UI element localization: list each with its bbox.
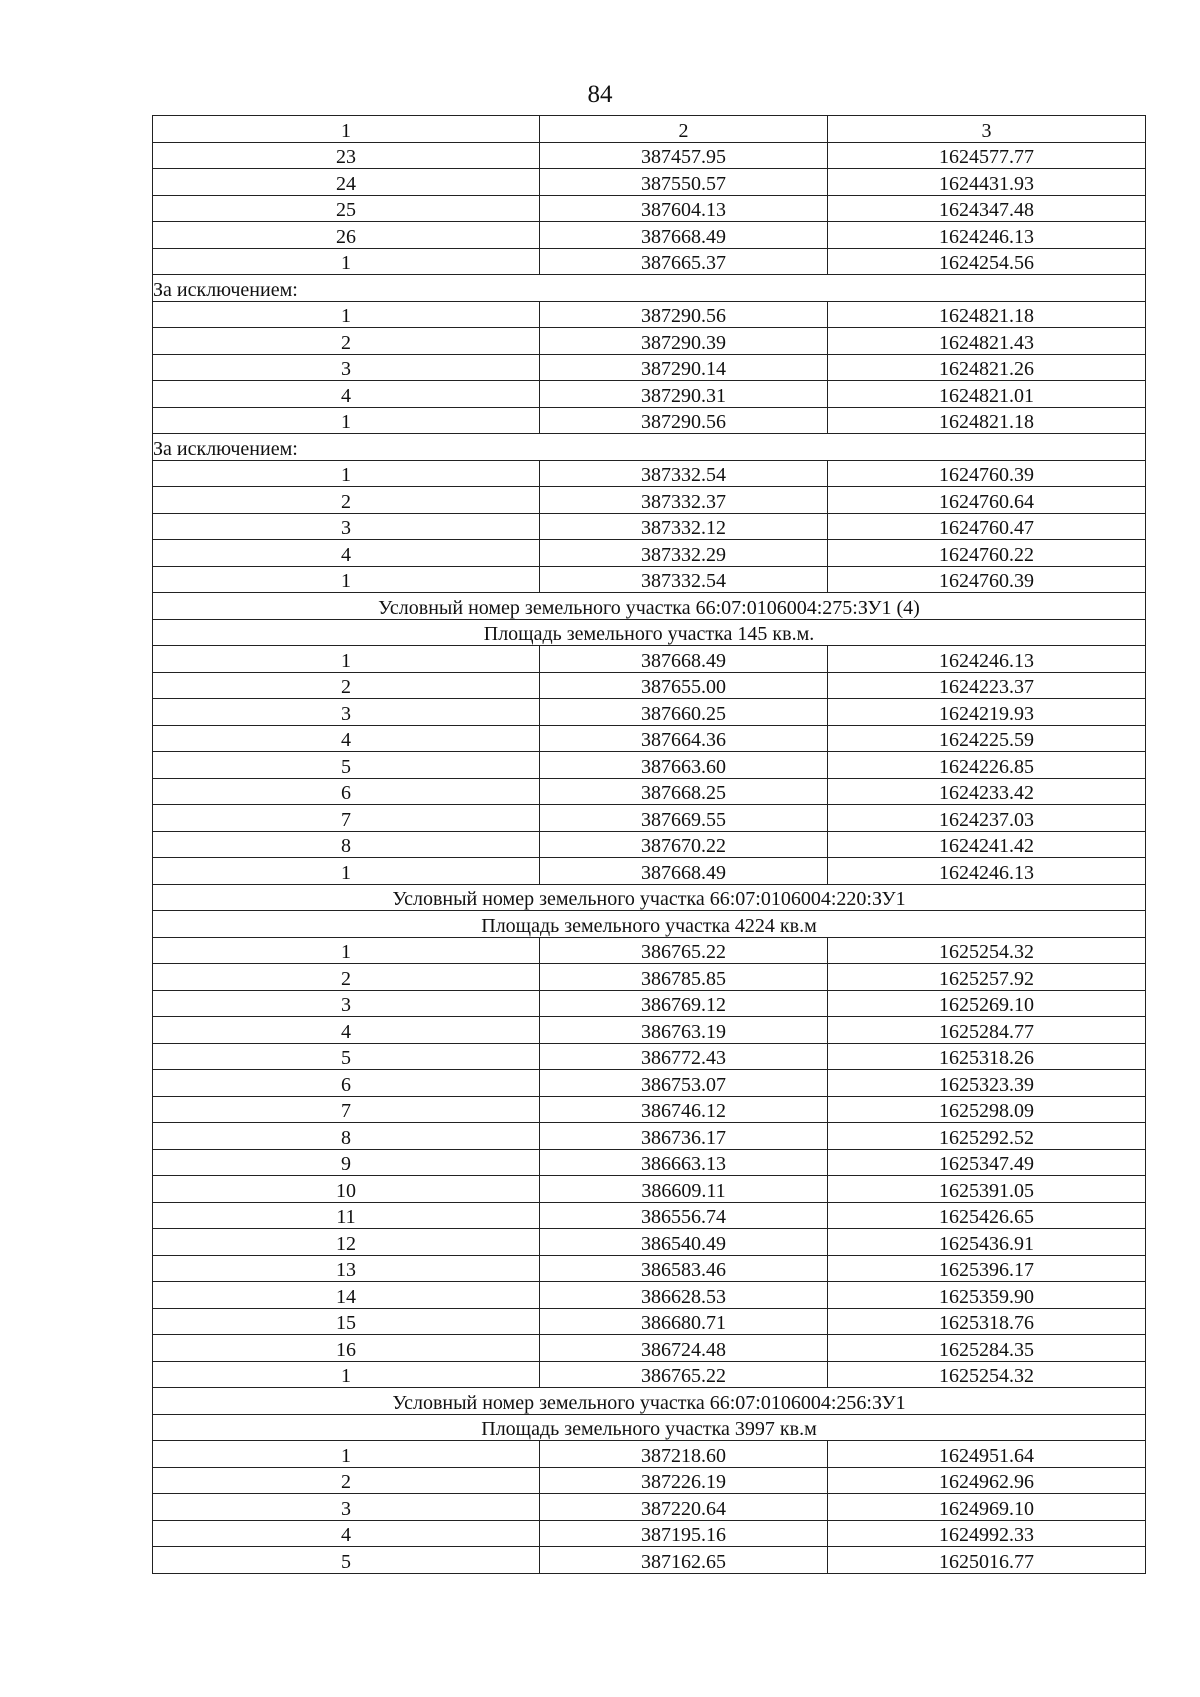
x-coordinate: 387669.55 (540, 805, 828, 832)
table-row (153, 1255, 1146, 1282)
point-number: 4 (153, 1520, 540, 1547)
page-number: 84 (587, 81, 613, 108)
y-coordinate: 1624951.64 (828, 1441, 1146, 1468)
header-row (153, 116, 1146, 143)
y-coordinate: 1625284.77 (828, 1017, 1146, 1044)
y-coordinate: 1625396.17 (828, 1255, 1146, 1282)
parcel-title: Площадь земельного участка 3997 кв.м (153, 1414, 1146, 1441)
table-row (153, 248, 1146, 275)
point-number: 1 (153, 858, 540, 885)
x-coordinate: 387663.60 (540, 752, 828, 779)
y-coordinate: 1624254.56 (828, 248, 1146, 275)
parcel-title-row (153, 1388, 1146, 1415)
exclusion-row (153, 434, 1146, 461)
point-number: 8 (153, 1123, 540, 1150)
x-coordinate: 386663.13 (540, 1149, 828, 1176)
y-coordinate: 1624760.39 (828, 460, 1146, 487)
point-number: 3 (153, 513, 540, 540)
point-number: 23 (153, 142, 540, 169)
table-row (153, 1494, 1146, 1521)
y-coordinate: 1624969.10 (828, 1494, 1146, 1521)
table-row (153, 301, 1146, 328)
table-row (153, 1467, 1146, 1494)
point-number: 2 (153, 487, 540, 514)
x-coordinate: 386763.19 (540, 1017, 828, 1044)
point-number: 1 (153, 407, 540, 434)
y-coordinate: 1624962.96 (828, 1467, 1146, 1494)
exclusion-label: За исключением: (153, 434, 1146, 461)
table-row (153, 566, 1146, 593)
x-coordinate: 386765.22 (540, 1361, 828, 1388)
point-number: 6 (153, 1070, 540, 1097)
point-number: 8 (153, 831, 540, 858)
table-row (153, 646, 1146, 673)
y-coordinate: 1624223.37 (828, 672, 1146, 699)
parcel-title-row (153, 884, 1146, 911)
y-coordinate: 1625269.10 (828, 990, 1146, 1017)
point-number: 10 (153, 1176, 540, 1203)
table-row (153, 460, 1146, 487)
table-row (153, 1176, 1146, 1203)
parcel-title-row (153, 619, 1146, 646)
y-coordinate: 1624219.93 (828, 699, 1146, 726)
x-coordinate: 387290.14 (540, 354, 828, 381)
point-number: 4 (153, 1017, 540, 1044)
table-row (153, 1149, 1146, 1176)
point-number: 4 (153, 381, 540, 408)
x-coordinate: 387457.95 (540, 142, 828, 169)
x-coordinate: 386769.12 (540, 990, 828, 1017)
y-coordinate: 1624241.42 (828, 831, 1146, 858)
point-number: 5 (153, 752, 540, 779)
table-row (153, 487, 1146, 514)
x-coordinate: 387664.36 (540, 725, 828, 752)
x-coordinate: 386680.71 (540, 1308, 828, 1335)
x-coordinate: 387290.31 (540, 381, 828, 408)
point-number: 5 (153, 1043, 540, 1070)
header-col-3: 3 (828, 116, 1146, 143)
point-number: 1 (153, 566, 540, 593)
table-row (153, 1282, 1146, 1309)
x-coordinate: 386628.53 (540, 1282, 828, 1309)
y-coordinate: 1624246.13 (828, 222, 1146, 249)
y-coordinate: 1625323.39 (828, 1070, 1146, 1097)
point-number: 16 (153, 1335, 540, 1362)
x-coordinate: 387218.60 (540, 1441, 828, 1468)
table-row (153, 805, 1146, 832)
point-number: 2 (153, 964, 540, 991)
table-row (153, 354, 1146, 381)
y-coordinate: 1624821.43 (828, 328, 1146, 355)
x-coordinate: 387668.49 (540, 858, 828, 885)
parcel-title: Площадь земельного участка 145 кв.м. (153, 619, 1146, 646)
y-coordinate: 1625254.32 (828, 937, 1146, 964)
point-number: 3 (153, 699, 540, 726)
x-coordinate: 387332.54 (540, 460, 828, 487)
y-coordinate: 1625391.05 (828, 1176, 1146, 1203)
point-number: 7 (153, 1096, 540, 1123)
table-row (153, 1547, 1146, 1574)
x-coordinate: 387604.13 (540, 195, 828, 222)
y-coordinate: 1625257.92 (828, 964, 1146, 991)
y-coordinate: 1624760.64 (828, 487, 1146, 514)
point-number: 7 (153, 805, 540, 832)
table-row (153, 195, 1146, 222)
x-coordinate: 387670.22 (540, 831, 828, 858)
table-row (153, 831, 1146, 858)
point-number: 14 (153, 1282, 540, 1309)
y-coordinate: 1624431.93 (828, 169, 1146, 196)
table-row (153, 1520, 1146, 1547)
y-coordinate: 1624577.77 (828, 142, 1146, 169)
x-coordinate: 387332.12 (540, 513, 828, 540)
parcel-title-row (153, 911, 1146, 938)
x-coordinate: 386609.11 (540, 1176, 828, 1203)
x-coordinate: 386785.85 (540, 964, 828, 991)
table-row (153, 381, 1146, 408)
y-coordinate: 1624246.13 (828, 646, 1146, 673)
table-row (153, 699, 1146, 726)
table-row (153, 778, 1146, 805)
point-number: 3 (153, 990, 540, 1017)
point-number: 1 (153, 301, 540, 328)
x-coordinate: 387332.37 (540, 487, 828, 514)
table-row (153, 1096, 1146, 1123)
table-row (153, 1441, 1146, 1468)
y-coordinate: 1624821.18 (828, 407, 1146, 434)
point-number: 6 (153, 778, 540, 805)
table-row (153, 328, 1146, 355)
x-coordinate: 387290.56 (540, 407, 828, 434)
y-coordinate: 1624347.48 (828, 195, 1146, 222)
point-number: 5 (153, 1547, 540, 1574)
table-row (153, 752, 1146, 779)
y-coordinate: 1624237.03 (828, 805, 1146, 832)
x-coordinate: 386556.74 (540, 1202, 828, 1229)
table-row (153, 964, 1146, 991)
point-number: 15 (153, 1308, 540, 1335)
x-coordinate: 386540.49 (540, 1229, 828, 1256)
x-coordinate: 386736.17 (540, 1123, 828, 1150)
table-row (153, 1335, 1146, 1362)
y-coordinate: 1625318.76 (828, 1308, 1146, 1335)
header-col-1: 1 (153, 116, 540, 143)
x-coordinate: 386753.07 (540, 1070, 828, 1097)
parcel-title-row (153, 593, 1146, 620)
y-coordinate: 1625298.09 (828, 1096, 1146, 1123)
point-number: 4 (153, 725, 540, 752)
x-coordinate: 387332.54 (540, 566, 828, 593)
x-coordinate: 386583.46 (540, 1255, 828, 1282)
y-coordinate: 1625254.32 (828, 1361, 1146, 1388)
x-coordinate: 387668.49 (540, 646, 828, 673)
point-number: 3 (153, 1494, 540, 1521)
y-coordinate: 1624760.39 (828, 566, 1146, 593)
point-number: 26 (153, 222, 540, 249)
point-number: 1 (153, 937, 540, 964)
parcel-title: Условный номер земельного участка 66:07:0106004:220:ЗУ1 (153, 884, 1146, 911)
y-coordinate: 1625016.77 (828, 1547, 1146, 1574)
table-row (153, 142, 1146, 169)
table-row (153, 222, 1146, 249)
point-number: 11 (153, 1202, 540, 1229)
x-coordinate: 387290.56 (540, 301, 828, 328)
x-coordinate: 387665.37 (540, 248, 828, 275)
y-coordinate: 1625436.91 (828, 1229, 1146, 1256)
table-row (153, 672, 1146, 699)
y-coordinate: 1624225.59 (828, 725, 1146, 752)
exclusion-label: За исключением: (153, 275, 1146, 302)
point-number: 24 (153, 169, 540, 196)
table-row (153, 1123, 1146, 1150)
table-row (153, 990, 1146, 1017)
table-row (153, 1308, 1146, 1335)
parcel-title-row (153, 1414, 1146, 1441)
point-number: 12 (153, 1229, 540, 1256)
y-coordinate: 1624760.22 (828, 540, 1146, 567)
y-coordinate: 1624233.42 (828, 778, 1146, 805)
exclusion-row (153, 275, 1146, 302)
x-coordinate: 387550.57 (540, 169, 828, 196)
point-number: 1 (153, 1361, 540, 1388)
point-number: 1 (153, 460, 540, 487)
table-row (153, 169, 1146, 196)
y-coordinate: 1624246.13 (828, 858, 1146, 885)
table-row (153, 725, 1146, 752)
y-coordinate: 1625318.26 (828, 1043, 1146, 1070)
table-row (153, 937, 1146, 964)
table-row (153, 513, 1146, 540)
y-coordinate: 1625284.35 (828, 1335, 1146, 1362)
x-coordinate: 386724.48 (540, 1335, 828, 1362)
x-coordinate: 387660.25 (540, 699, 828, 726)
y-coordinate: 1625347.49 (828, 1149, 1146, 1176)
table-row (153, 1070, 1146, 1097)
x-coordinate: 387220.64 (540, 1494, 828, 1521)
point-number: 1 (153, 248, 540, 275)
y-coordinate: 1625359.90 (828, 1282, 1146, 1309)
point-number: 13 (153, 1255, 540, 1282)
table-row (153, 1229, 1146, 1256)
header-col-2: 2 (540, 116, 828, 143)
y-coordinate: 1624821.18 (828, 301, 1146, 328)
x-coordinate: 387655.00 (540, 672, 828, 699)
table-row (153, 407, 1146, 434)
point-number: 9 (153, 1149, 540, 1176)
table-row (153, 540, 1146, 567)
x-coordinate: 387668.25 (540, 778, 828, 805)
x-coordinate: 387290.39 (540, 328, 828, 355)
x-coordinate: 387162.65 (540, 1547, 828, 1574)
parcel-title: Площадь земельного участка 4224 кв.м (153, 911, 1146, 938)
x-coordinate: 387332.29 (540, 540, 828, 567)
y-coordinate: 1624992.33 (828, 1520, 1146, 1547)
y-coordinate: 1624821.01 (828, 381, 1146, 408)
point-number: 4 (153, 540, 540, 567)
point-number: 2 (153, 672, 540, 699)
table-row (153, 1202, 1146, 1229)
point-number: 1 (153, 1441, 540, 1468)
y-coordinate: 1625292.52 (828, 1123, 1146, 1150)
point-number: 2 (153, 1467, 540, 1494)
point-number: 25 (153, 195, 540, 222)
table-row (153, 1017, 1146, 1044)
y-coordinate: 1624760.47 (828, 513, 1146, 540)
coordinates-table (152, 115, 1146, 1574)
x-coordinate: 386765.22 (540, 937, 828, 964)
y-coordinate: 1624821.26 (828, 354, 1146, 381)
y-coordinate: 1624226.85 (828, 752, 1146, 779)
parcel-title: Условный номер земельного участка 66:07:0106004:256:ЗУ1 (153, 1388, 1146, 1415)
x-coordinate: 387226.19 (540, 1467, 828, 1494)
point-number: 3 (153, 354, 540, 381)
x-coordinate: 387668.49 (540, 222, 828, 249)
x-coordinate: 387195.16 (540, 1520, 828, 1547)
table-row (153, 1043, 1146, 1070)
point-number: 2 (153, 328, 540, 355)
table-row (153, 1361, 1146, 1388)
x-coordinate: 386772.43 (540, 1043, 828, 1070)
y-coordinate: 1625426.65 (828, 1202, 1146, 1229)
point-number: 1 (153, 646, 540, 673)
table-row (153, 858, 1146, 885)
parcel-title: Условный номер земельного участка 66:07:0106004:275:ЗУ1 (4) (153, 593, 1146, 620)
x-coordinate: 386746.12 (540, 1096, 828, 1123)
